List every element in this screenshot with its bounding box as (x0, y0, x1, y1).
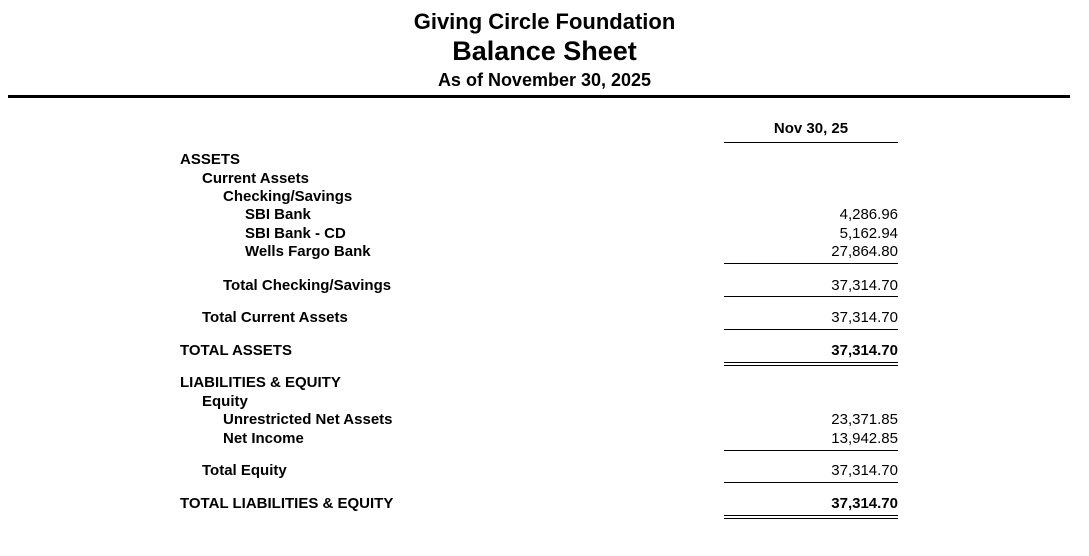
grand-total-double-rule (724, 362, 898, 366)
column-header: Nov 30, 25 (773, 120, 849, 137)
total-assets-row (0, 342, 1089, 360)
total-equity-amount: 37,314.70 (831, 462, 898, 479)
account-amount: 4,286.96 (839, 206, 898, 223)
account-name: Wells Fargo Bank (245, 243, 371, 260)
account-amount: 27,864.80 (831, 243, 898, 260)
equity-row (0, 393, 1089, 411)
account-name: Net Income (223, 430, 304, 447)
assets-heading-row (0, 151, 1089, 169)
report-date: As of November 30, 2025 (437, 70, 652, 90)
account-row (0, 225, 1089, 243)
total-current-assets-label: Total Current Assets (202, 309, 348, 326)
checking-savings-label: Checking/Savings (223, 188, 353, 205)
current-assets-label: Current Assets (202, 170, 309, 187)
total-liabilities-equity-row (0, 495, 1089, 513)
account-row (0, 206, 1089, 224)
assets-heading: ASSETS (180, 151, 241, 168)
account-amount: 13,942.85 (831, 430, 898, 447)
total-checking-savings-row (0, 277, 1089, 295)
account-name: Unrestricted Net Assets (223, 411, 393, 428)
total-equity-label: Total Equity (202, 462, 287, 479)
column-header-rule (724, 142, 898, 143)
account-row (0, 411, 1089, 429)
subtotal-rule (724, 263, 898, 264)
total-assets-label: TOTAL ASSETS (180, 342, 292, 359)
liabilities-equity-heading: LIABILITIES & EQUITY (180, 374, 341, 391)
account-amount: 5,162.94 (839, 225, 898, 242)
account-name: SBI Bank - CD (245, 225, 346, 242)
total-liabilities-equity-label: TOTAL LIABILITIES & EQUITY (180, 495, 394, 512)
total-checking-savings-amount: 37,314.70 (831, 277, 898, 294)
account-name: SBI Bank (245, 206, 311, 223)
total-current-assets-amount: 37,314.70 (831, 309, 898, 326)
current-assets-row (0, 170, 1089, 188)
account-row (0, 243, 1089, 261)
subtotal-rule (724, 296, 898, 297)
account-row (0, 430, 1089, 448)
account-amount: 23,371.85 (831, 411, 898, 428)
liabilities-equity-heading-row (0, 374, 1089, 392)
total-assets-amount: 37,314.70 (831, 342, 898, 359)
report-title: Balance Sheet (452, 36, 637, 66)
organization-name: Giving Circle Foundation (413, 9, 676, 34)
header-divider (8, 95, 1070, 98)
checking-savings-row (0, 188, 1089, 206)
grand-total-double-rule (724, 515, 898, 519)
total-equity-row (0, 462, 1089, 480)
subtotal-rule (724, 329, 898, 330)
equity-label: Equity (202, 393, 248, 410)
subtotal-rule (724, 482, 898, 483)
total-liabilities-equity-amount: 37,314.70 (831, 495, 898, 512)
total-current-assets-row (0, 309, 1089, 327)
total-checking-savings-label: Total Checking/Savings (223, 277, 392, 294)
subtotal-rule (724, 450, 898, 451)
